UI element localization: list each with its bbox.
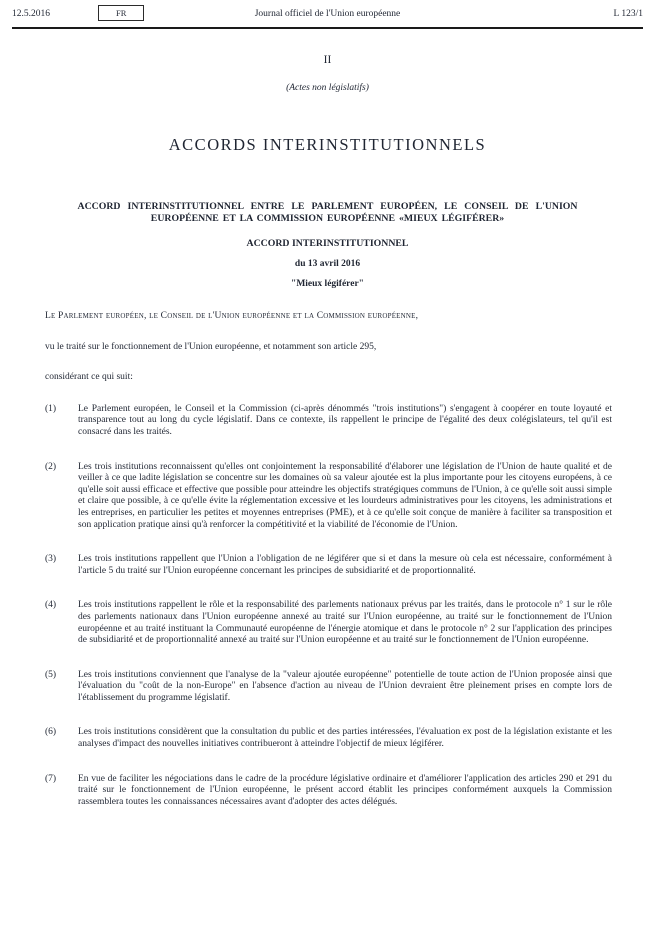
preamble-considering: considérant ce qui suit: xyxy=(45,372,133,383)
section-numeral: II xyxy=(323,54,332,66)
recital-text: Les trois institutions conviennent que l'analyse de la "valeur ajoutée européenne" potentielle de toute action de l'Union proposée ainsi que l'évaluation du "coût de la non-Europe" en l'absence d'action au niveau de l'Union devraient être pleinement prises en compte lors de l'établissement du programme législatif. xyxy=(78,669,612,703)
recital-number: (7) xyxy=(45,773,57,784)
recital-text: Les trois institutions considèrent que la consultation du public et des parties intéressées, l'évaluation ex post de la législation existante et les analyses d'impact des nouvelles initiatives contribueront à atteindre l'objectif de mieux légiférer. xyxy=(78,727,612,750)
recital-item xyxy=(45,727,612,750)
recital-number: (5) xyxy=(45,669,57,680)
journal-title: Journal officiel de l'Union européenne xyxy=(254,9,401,19)
recital-text: Le Parlement européen, le Conseil et la Commission (ci-après dénommés "trois institutions") s'engagent à coopérer en toute loyauté et transparence tout au long du cycle législatif. Dans ce contexte, ils rappellent le principe de l'égalité des deux colégislateurs, tel qu'il est consacré dans les traités. xyxy=(78,403,612,437)
preamble xyxy=(45,311,612,384)
preamble-citation: vu le traité sur le fonctionnement de l'Union européenne, et notamment son article 295, xyxy=(45,341,377,352)
recital-number: (6) xyxy=(45,727,57,738)
recital-text: Les trois institutions rappellent le rôle et la responsabilité des parlements nationaux prévus par les traités, dans le protocole n° 1 sur le rôle des parlements nationaux dans l'Union européenne annexé au traité sur l'Union européenne, au traité sur le fonctionnement de l'Union européenne et au traité instituant la Communauté européenne de l'énergie atomique et dans le protocole n° 2 sur l'application des principes de subsidiarité et de proportionnalité annexé au traité sur l'Union européenne et au traité sur le fonctionnement de l'Union européenne. xyxy=(78,600,612,646)
recital-item xyxy=(45,774,612,809)
act-title: ACCORD INTERINSTITUTIONNEL ENTRE LE PARLEMENT EUROPÉEN, LE CONSEIL DE L'UNION EUROPÉENNE ET LA COMMISSION EUROPÉENNE «MIEUX LÉGIFÉRER» xyxy=(77,201,578,224)
main-heading: ACCORDS INTERINSTITUTIONNELS xyxy=(168,135,487,154)
recital-text: Les trois institutions reconnaissent qu'elles ont conjointement la responsabilité d'élaborer une législation de l'Union de haute qualité et de veiller à ce que ladite législation se concentre sur les domaines où sa valeur ajoutée est la plus importante pour les citoyens européens, à ce qu'elle soit aussi efficace et effective que possible pour atteindre les objectifs stratégiques communs de l'Union, à ce qu'elle soit aussi simple et claire que possible, à ce qu'elle évite la réglementation excessive et les lourdeurs administratives pour les citoyens, les administrations et les entreprises, en particulier les petites et moyennes entreprises (PME), et à ce qu'elle soit conçue de manière à faciliter sa transposition et son application pratique ainsi qu'à renforcer la compétitivité et la viabilité de l'économie de l'Union. xyxy=(78,461,612,530)
recital-number: (1) xyxy=(45,403,57,414)
recital-text: Les trois institutions rappellent que l'Union a l'obligation de ne légiférer que si et dans la mesure où cela est nécessaire, conformément à l'article 5 du traité sur l'Union européenne concernant les principes de subsidiarité et de proportionnalité. xyxy=(78,554,612,576)
recital-item xyxy=(45,554,612,577)
page-header xyxy=(12,0,643,27)
recital-text: En vue de faciliter les négociations dans le cadre de la procédure législative ordinaire et d'améliorer l'application des articles 290 et 291 du traité sur le fonctionnement de l'Union européenne, le présent accord établit les principes conformément auxquels la Commission rassemblera toutes les connaissances nécessaires avant d'adopter des actes délégués. xyxy=(78,773,612,807)
header-rule xyxy=(12,27,643,29)
recital-item xyxy=(45,462,612,532)
recital-number: (2) xyxy=(45,461,57,472)
section-subtitle: (Actes non législatifs) xyxy=(286,83,369,93)
preamble-parties: Le Parlement européen, le Conseil de l'Union européenne et la Commission européenne, xyxy=(45,311,419,321)
act-date-line: du 13 avril 2016 xyxy=(294,259,361,269)
recital-number: (3) xyxy=(45,554,57,565)
header-date: 12.5.2016 xyxy=(12,9,50,19)
recital-item xyxy=(45,670,612,705)
act-subtitle: ACCORD INTERINSTITUTIONNEL xyxy=(246,238,409,249)
recital-item xyxy=(45,404,612,439)
act-name-line: "Mieux légiférer" xyxy=(291,279,364,289)
header-page-number: L 123/1 xyxy=(613,9,643,19)
recitals-list xyxy=(45,404,612,809)
language-badge: FR xyxy=(98,5,144,21)
recital-item xyxy=(45,600,612,646)
recital-number: (4) xyxy=(45,600,57,611)
